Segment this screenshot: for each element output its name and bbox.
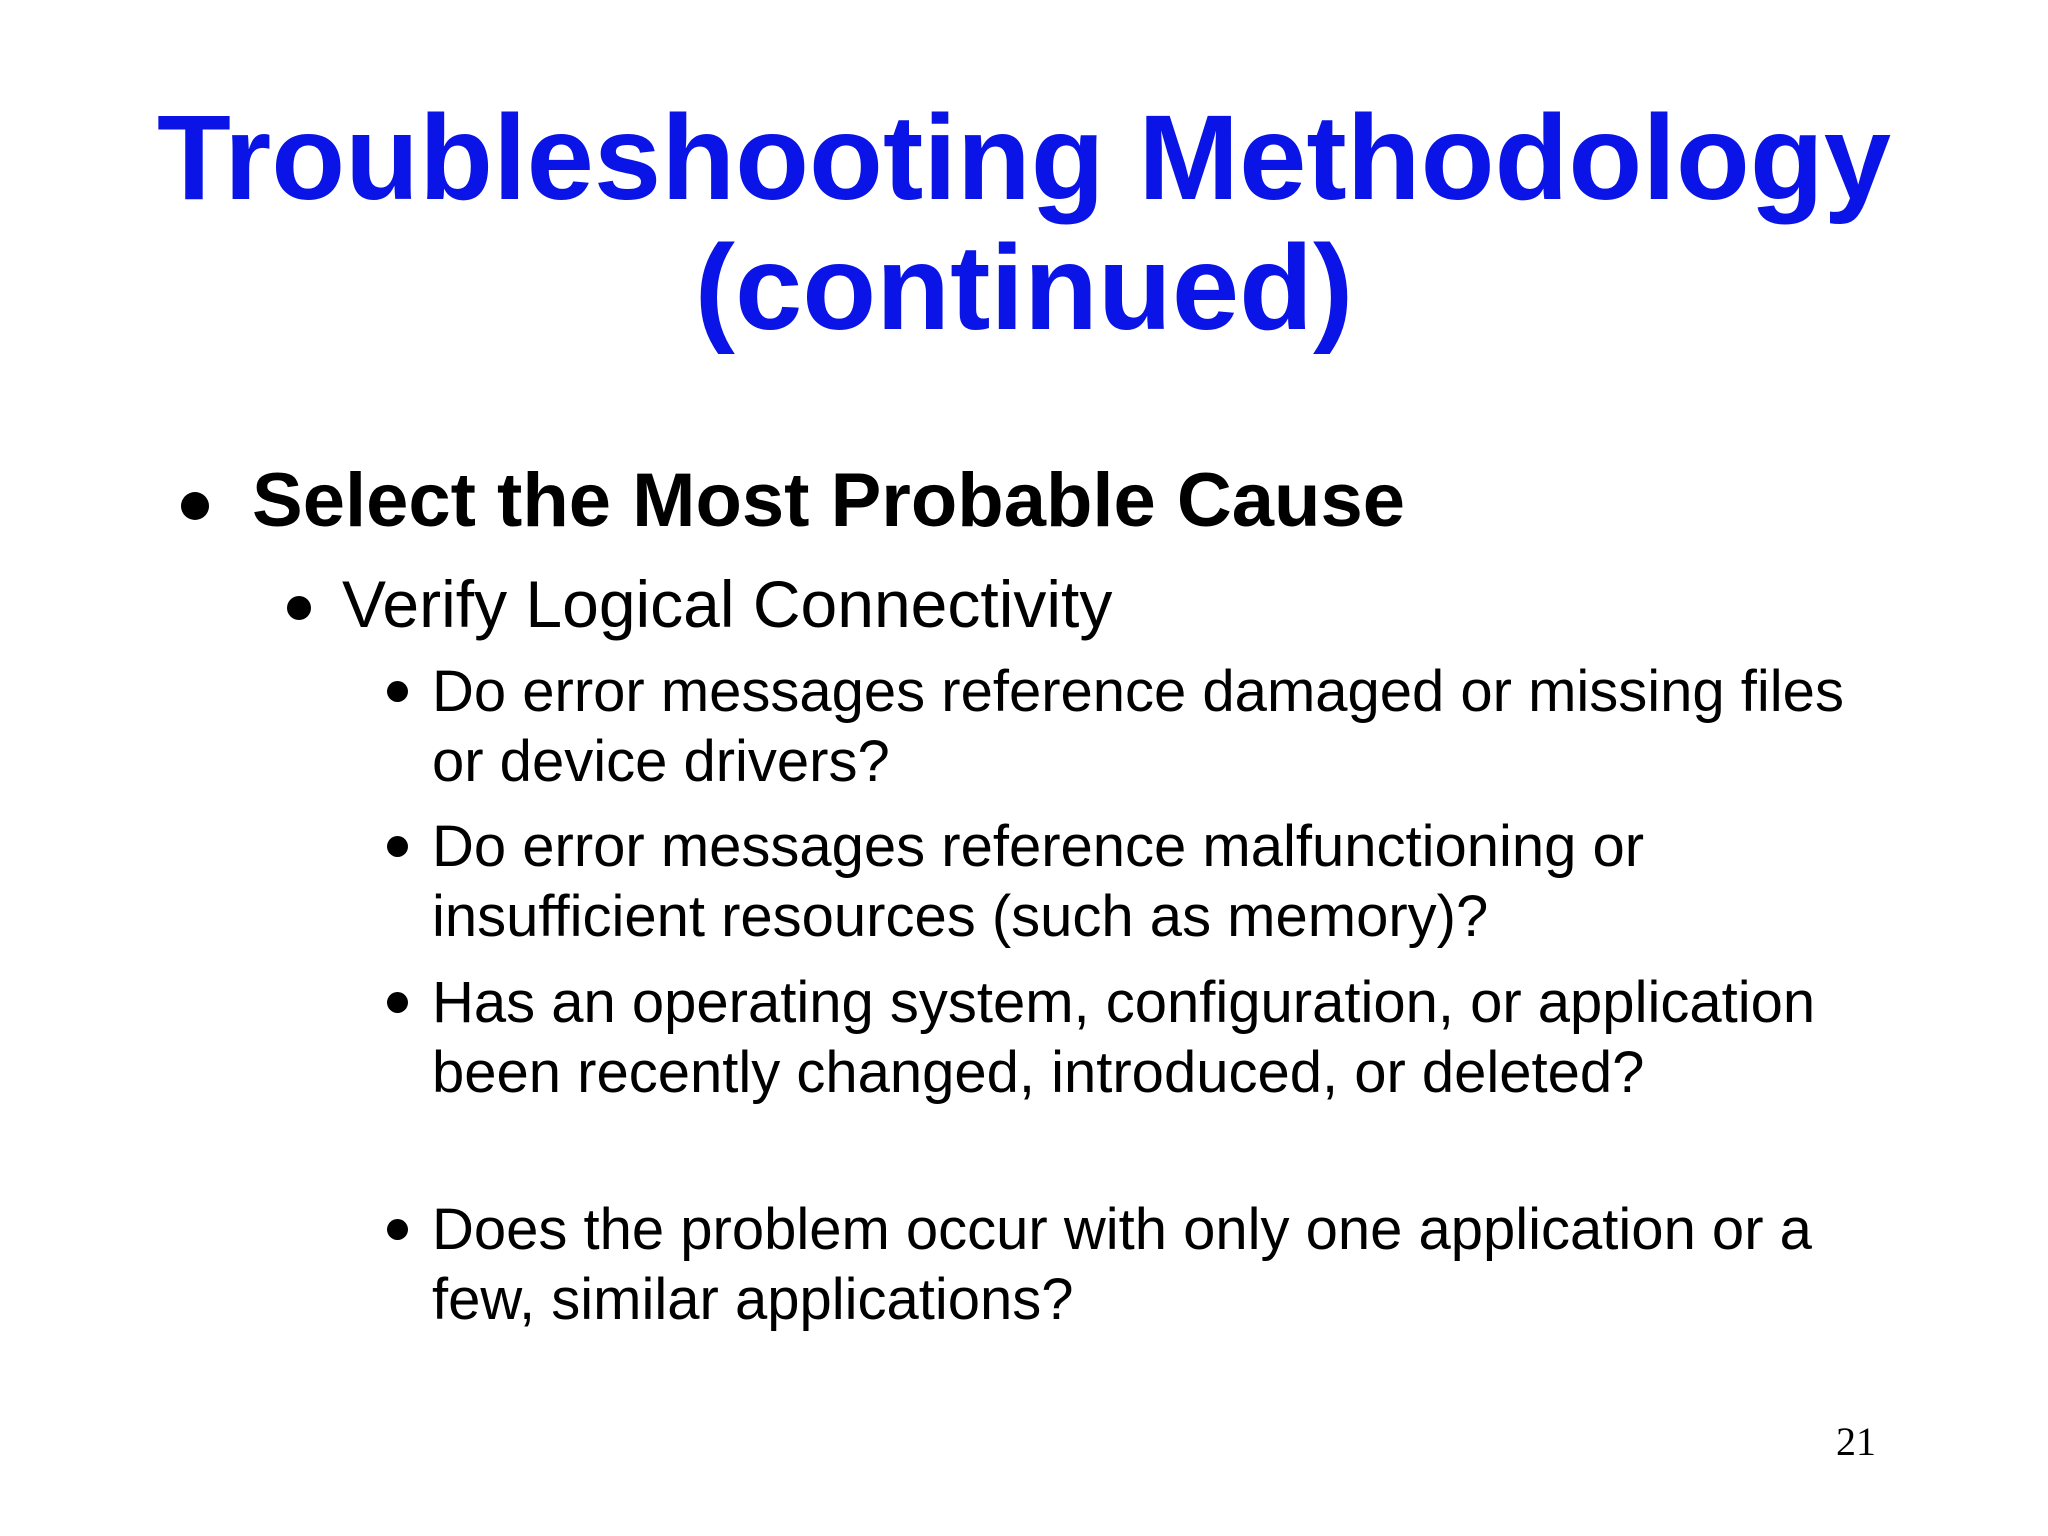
bullet-dot-icon: [181, 492, 209, 520]
bullet-dot-icon: [387, 836, 408, 857]
bullet-dot-icon: [387, 681, 408, 702]
bullet-level-3-text: Does the problem occur with only one application or a few, similar applications?: [432, 1197, 1812, 1332]
bullet-level-2-text: Verify Logical Connectivity: [342, 567, 1113, 641]
bullet-level-3-text: Do error messages reference damaged or missing files or device drivers?: [432, 659, 1844, 794]
bullet-level-3-text: Do error messages reference malfunctioning or insufficient resources (such as memory)?: [432, 814, 1645, 949]
bullet-level-3-text: Has an operating system, configuration, or application been recently changed, introduced, or deleted?: [432, 970, 1816, 1105]
slide-title-line-1: Troubleshooting Methodology: [156, 89, 1892, 225]
slide-title-line-2: (continued): [694, 219, 1354, 355]
bullet-dot-icon: [387, 992, 408, 1013]
bullet-level-1-text: Select the Most Probable Cause: [252, 458, 1405, 543]
page-number: 21: [1836, 1419, 1876, 1464]
bullet-dot-icon: [287, 596, 311, 620]
bullet-dot-icon: [387, 1219, 408, 1240]
